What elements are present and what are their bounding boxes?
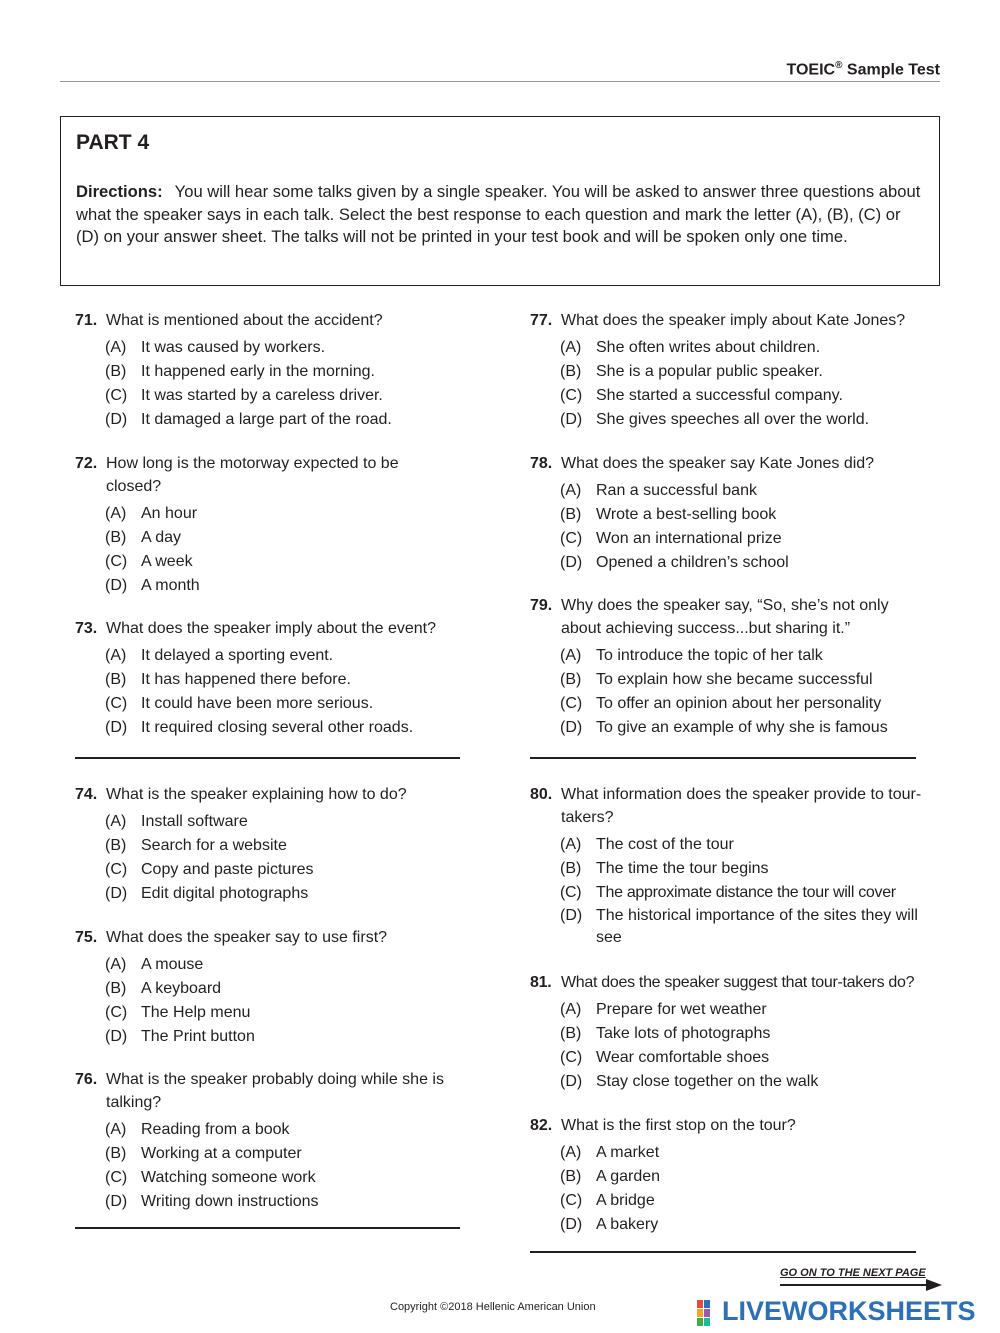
answer-option[interactable]: (B) A garden bbox=[560, 1168, 661, 1186]
answer-option[interactable]: (A) Install software bbox=[105, 813, 248, 830]
page-header-title: TOEIC® Sample Test bbox=[786, 60, 940, 79]
answer-option[interactable]: (C) Won an international prize bbox=[560, 530, 782, 548]
answer-option[interactable]: (D) It damaged a large part of the road. bbox=[105, 411, 392, 429]
question-text: What is the speaker explaining how to do? bbox=[106, 786, 407, 803]
answer-option[interactable]: (C) A bridge bbox=[560, 1192, 655, 1210]
answer-option[interactable]: (B) A day bbox=[105, 529, 182, 547]
question-text: What information does the speaker provide to tour-takers? bbox=[561, 786, 922, 826]
answer-option[interactable]: (B) A keyboard bbox=[105, 980, 222, 998]
question-number: 76. bbox=[75, 1071, 98, 1088]
question-number: 72. bbox=[75, 455, 98, 472]
answer-option[interactable]: (A) Reading from a book bbox=[105, 1121, 290, 1138]
answer-option[interactable]: (A) A mouse bbox=[105, 956, 204, 973]
answer-option[interactable]: (B) The time the tour begins bbox=[560, 860, 769, 878]
answer-option[interactable]: (C) To offer an opinion about her personality bbox=[560, 695, 882, 713]
answer-option[interactable]: (A) Ran a successful bank bbox=[560, 482, 757, 499]
answer-option[interactable]: (D) Stay close together on the walk bbox=[560, 1073, 819, 1091]
question-text: What is mentioned about the accident? bbox=[106, 312, 383, 329]
question-74 bbox=[75, 783, 485, 906]
answer-option[interactable]: (A) It delayed a sporting event. bbox=[105, 647, 334, 664]
section-divider bbox=[75, 1227, 460, 1229]
question-text: How long is the motorway expected to be closed? bbox=[106, 455, 399, 495]
answer-option[interactable]: (D) The Print button bbox=[105, 1028, 255, 1046]
question-number: 81. bbox=[530, 974, 552, 991]
question-number: 82. bbox=[530, 1117, 553, 1134]
next-page-link[interactable]: GO ON TO THE NEXT PAGE bbox=[780, 1267, 926, 1279]
answer-option[interactable]: (B) It happened early in the morning. bbox=[105, 363, 375, 381]
question-text: What does the speaker imply about the event? bbox=[106, 620, 436, 637]
question-text: Why does the speaker say, “So, she’s not only about achieving success...but sharing it.” bbox=[561, 597, 889, 637]
liveworksheets-logo-icon bbox=[697, 1300, 723, 1328]
answer-option[interactable]: (D) To give an example of why she is famous bbox=[560, 719, 888, 737]
question-text: What does the speaker imply about Kate Jones? bbox=[561, 312, 906, 329]
answer-option[interactable]: (A) She often writes about children. bbox=[560, 339, 821, 356]
question-number: 73. bbox=[75, 620, 98, 637]
answer-option[interactable]: (B) Working at a computer bbox=[105, 1145, 302, 1163]
answer-option[interactable]: (B) Search for a website bbox=[105, 837, 287, 855]
answer-option[interactable]: (D) Edit digital photographs bbox=[105, 885, 309, 903]
answer-option[interactable]: (D) Writing down instructions bbox=[105, 1193, 319, 1211]
question-text: What does the speaker suggest that tour-takers do? bbox=[561, 974, 915, 991]
question-72 bbox=[75, 452, 485, 598]
question-number: 71. bbox=[75, 312, 98, 329]
question-text: What does the speaker say to use first? bbox=[106, 929, 388, 946]
liveworksheets-watermark: LIVEWORKSHEETS bbox=[722, 1296, 976, 1326]
question-number: 79. bbox=[530, 597, 553, 614]
answer-option[interactable]: (C) The approximate distance the tour will cover bbox=[560, 884, 896, 902]
answer-option[interactable]: (D) It required closing several other roads. bbox=[105, 719, 414, 737]
answer-option[interactable]: (C) It could have been more serious. bbox=[105, 695, 374, 713]
question-text: What does the speaker say Kate Jones did? bbox=[561, 455, 875, 472]
question-79 bbox=[530, 594, 942, 740]
answer-option[interactable]: (C) The Help menu bbox=[105, 1004, 251, 1022]
question-number: 74. bbox=[75, 786, 98, 803]
section-divider bbox=[75, 757, 460, 759]
question-number: 78. bbox=[530, 455, 553, 472]
directions-box bbox=[60, 116, 940, 286]
section-divider bbox=[530, 757, 916, 759]
answer-option[interactable]: (C) It was started by a careless driver. bbox=[105, 387, 383, 405]
answer-option[interactable]: (D) The historical importance of the sites they will see bbox=[560, 907, 918, 947]
answer-option[interactable]: (C) A week bbox=[105, 553, 193, 571]
question-text: What is the speaker probably doing while she is talking? bbox=[106, 1071, 444, 1111]
question-number: 77. bbox=[530, 312, 553, 329]
answer-option[interactable]: (B) It has happened there before. bbox=[105, 671, 351, 689]
directions-text: You will hear some talks given by a single speaker. You will be asked to answer three questions about what the speaker says in each talk. Select the best response to each question and mark the letter (A), (B), (C) or (D) on your answer sheet. The talks will not be printed in your test book and will be spoken only one time. bbox=[76, 182, 921, 246]
directions-label: Directions: bbox=[76, 182, 163, 201]
question-75 bbox=[75, 926, 485, 1049]
arrow-right-icon bbox=[780, 1279, 942, 1291]
answer-option[interactable]: (B) To explain how she became successful bbox=[560, 671, 873, 689]
answer-option[interactable]: (D) A bakery bbox=[560, 1216, 659, 1234]
directions-paragraph bbox=[76, 181, 924, 249]
answer-option[interactable]: (A) To introduce the topic of her talk bbox=[560, 647, 823, 664]
answer-option[interactable]: (D) A month bbox=[105, 577, 200, 595]
question-80 bbox=[530, 783, 942, 949]
answer-option[interactable]: (B) She is a popular public speaker. bbox=[560, 363, 823, 381]
section-divider bbox=[530, 1251, 916, 1253]
answer-option[interactable]: (D) Opened a children’s school bbox=[560, 554, 789, 572]
answer-option[interactable]: (B) Take lots of photographs bbox=[560, 1025, 771, 1043]
question-81 bbox=[530, 971, 942, 1094]
question-82 bbox=[530, 1114, 942, 1237]
answer-option[interactable]: (B) Wrote a best-selling book bbox=[560, 506, 777, 524]
question-77 bbox=[530, 309, 942, 432]
copyright-text: Copyright ©2018 Hellenic American Union bbox=[390, 1301, 596, 1313]
answer-option[interactable]: (C) Watching someone work bbox=[105, 1169, 316, 1187]
header-rule bbox=[60, 81, 940, 82]
answer-option[interactable]: (C) Wear comfortable shoes bbox=[560, 1049, 770, 1067]
question-73 bbox=[75, 617, 485, 740]
question-number: 75. bbox=[75, 929, 98, 946]
answer-option[interactable]: (D) She gives speeches all over the world. bbox=[560, 411, 870, 429]
part-title: PART 4 bbox=[76, 131, 150, 154]
answer-option[interactable]: (C) Copy and paste pictures bbox=[105, 861, 314, 879]
question-71 bbox=[75, 309, 485, 432]
answer-option[interactable]: (A) The cost of the tour bbox=[560, 836, 734, 853]
question-78 bbox=[530, 452, 942, 575]
answer-option[interactable]: (A) An hour bbox=[105, 505, 198, 522]
answer-option[interactable]: (A) A market bbox=[560, 1144, 660, 1161]
answer-option[interactable]: (A) Prepare for wet weather bbox=[560, 1001, 767, 1018]
question-76 bbox=[75, 1068, 485, 1214]
question-number: 80. bbox=[530, 786, 553, 803]
question-text: What is the first stop on the tour? bbox=[561, 1117, 796, 1134]
answer-option[interactable]: (A) It was caused by workers. bbox=[105, 339, 326, 356]
answer-option[interactable]: (C) She started a successful company. bbox=[560, 387, 843, 405]
